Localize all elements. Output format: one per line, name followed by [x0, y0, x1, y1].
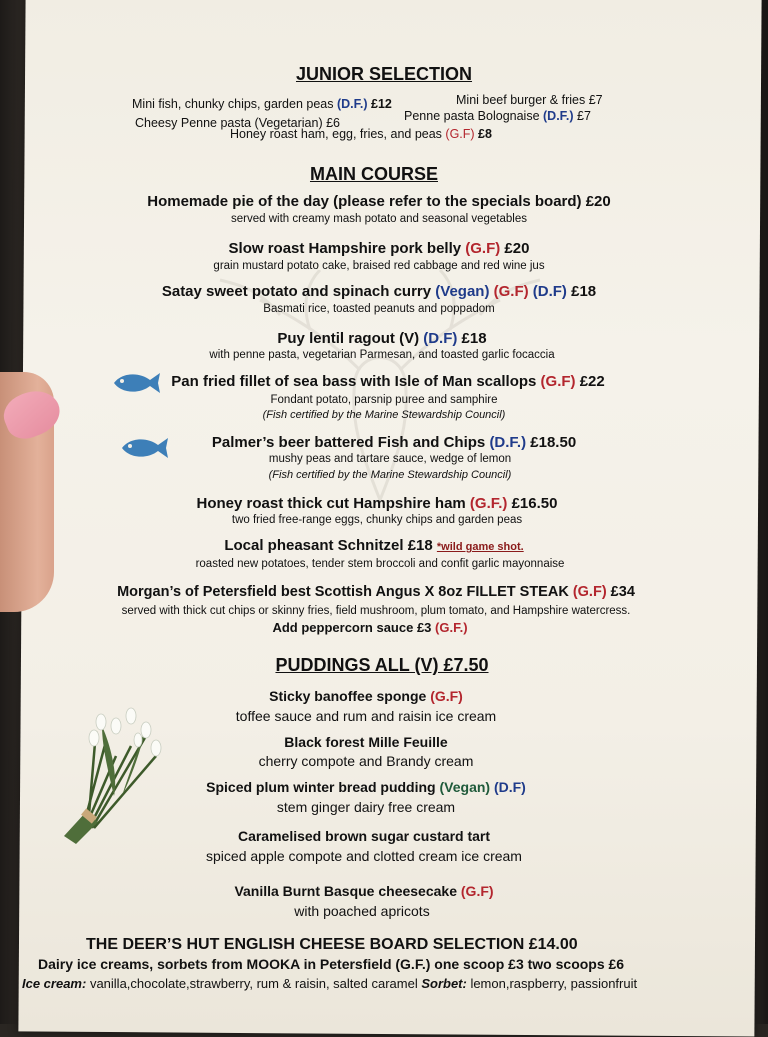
dish-fishchips-note: (Fish certified by the Marine Stewardship Council): [268, 469, 512, 481]
dish-pheasant-desc: roasted new potatoes, tender stem broccoli and confit garlic mayonnaise: [195, 558, 565, 570]
dish-fishchips-name: Palmer’s beer battered Fish and Chips (D.F.) £18.50: [211, 434, 577, 451]
dish-curry-desc: Basmati rice, toasted peanuts and poppadom: [263, 303, 495, 315]
junior-item-fish: Mini fish, chunky chips, garden peas (D.F.) £12: [132, 97, 392, 111]
puddings-heading: PUDDINGS ALL (V) £7.50: [275, 655, 489, 675]
dish-pork-name: Slow roast Hampshire pork belly (G.F) £20: [228, 240, 530, 257]
dish-pheasant-name: Local pheasant Schnitzel £18 *wild game shot.: [224, 537, 524, 554]
dish-lentil-desc: with penne pasta, vegetarian Parmesan, and toasted garlic focaccia: [209, 349, 555, 361]
ice-cream-line: Dairy ice creams, sorbets from MOOKA in Petersfield (G.F.) one scoop £3 two scoops £6: [38, 956, 625, 972]
pudding-breadpudding-desc: stem ginger dairy free cream: [276, 799, 456, 815]
junior-item-ham: Honey roast ham, egg, fries, and peas (G.F) £8: [230, 127, 492, 141]
pudding-cheesecake-desc: with poached apricots: [294, 903, 430, 919]
pudding-banoffee-name: Sticky banoffee sponge (G.F): [269, 688, 463, 704]
pudding-blackforest-desc: cherry compote and Brandy cream: [258, 753, 474, 769]
cheese-board: THE DEER’S HUT ENGLISH CHEESE BOARD SELECTION £14.00: [86, 936, 578, 953]
dish-curry-name: Satay sweet potato and spinach curry (Vegan) (G.F) (D.F) £18: [161, 283, 597, 300]
main-heading: MAIN COURSE: [309, 164, 438, 184]
dish-pie-name: Homemade pie of the day (please refer to the specials board) £20: [147, 193, 611, 210]
dish-steak-sauce: Add peppercorn sauce £3 (G.F.): [272, 620, 468, 635]
junior-heading: JUNIOR SELECTION: [295, 64, 473, 84]
dish-fishchips-desc: mushy peas and tartare sauce, wedge of lemon: [268, 453, 512, 465]
pudding-banoffee-desc: toffee sauce and rum and raisin ice cream: [235, 708, 497, 724]
flavours-line: Ice cream: vanilla,chocolate,strawberry, rum & raisin, salted caramel Sorbet: lemon,raspberry, passionfruit: [22, 976, 638, 991]
junior-item-penne: Cheesy Penne pasta (Vegetarian) £6: [135, 116, 340, 130]
pudding-custard-name: Caramelised brown sugar custard tart: [237, 828, 491, 844]
dish-pie-desc: served with creamy mash potato and seasonal vegetables: [231, 213, 527, 225]
dish-ham-name: Honey roast thick cut Hampshire ham (G.F.) £16.50: [196, 495, 558, 512]
junior-item-burger: Mini beef burger & fries £7: [456, 93, 603, 107]
pudding-cheesecake-name: Vanilla Burnt Basque cheesecake (G.F): [234, 883, 494, 899]
pudding-breadpudding-name: Spiced plum winter bread pudding (Vegan) (D.F): [206, 779, 526, 795]
dish-seabass-note: (Fish certified by the Marine Stewardship Council): [262, 409, 506, 421]
dish-lentil-name: Puy lentil ragout (V) (D.F) £18: [277, 330, 487, 347]
dish-steak-name: Morgan’s of Petersfield best Scottish Angus X 8oz FILLET STEAK (G.F) £34: [117, 584, 635, 600]
dish-ham-desc: two fried free-range eggs, chunky chips and garden peas: [231, 514, 523, 526]
dish-steak-desc: served with thick cut chips or skinny fries, field mushroom, plum tomato, and Hampshire watercress.: [121, 605, 631, 617]
dish-seabass-desc: Fondant potato, parsnip puree and samphire: [270, 394, 498, 406]
dish-seabass-name: Pan fried fillet of sea bass with Isle of Man scallops (G.F) £22: [171, 373, 605, 390]
junior-item-bolognaise: Penne pasta Bolognaise (D.F.) £7: [404, 109, 591, 123]
pudding-custard-desc: spiced apple compote and clotted cream ice cream: [206, 848, 522, 864]
pudding-blackforest-name: Black forest Mille Feuille: [284, 734, 448, 750]
dish-pork-desc: grain mustard potato cake, braised red cabbage and red wine jus: [213, 260, 545, 272]
